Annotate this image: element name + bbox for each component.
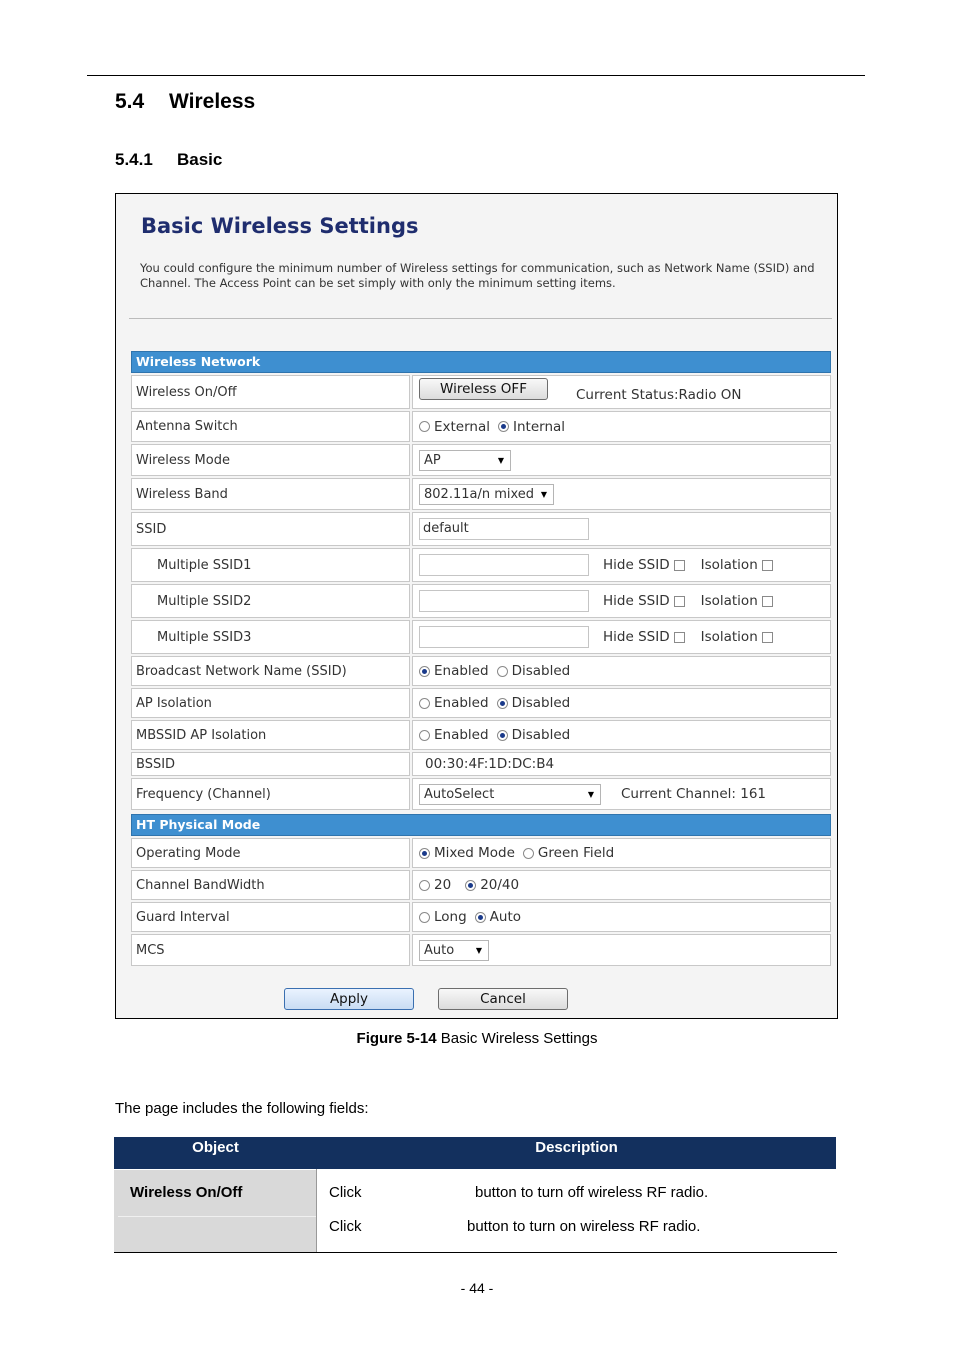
radio-selected-icon [497, 730, 508, 741]
multiple-ssid3-input[interactable] [419, 626, 589, 648]
hide-ssid2-checkbox[interactable] [674, 596, 685, 607]
header-rule [87, 75, 865, 76]
row-label: Antenna Switch [131, 411, 410, 442]
row-label: Channel BandWidth [131, 870, 410, 900]
apply-button[interactable]: Apply [284, 988, 414, 1010]
row-label: Guard Interval [131, 902, 410, 932]
row-label: SSID [131, 512, 410, 546]
current-channel: Current Channel: 161 [621, 786, 767, 802]
row-label: Multiple SSID1 [131, 548, 410, 582]
green-field-option[interactable]: Green Field [523, 845, 614, 861]
row-broadcast-ssid [131, 656, 831, 686]
row-ap-isolation [131, 688, 831, 718]
table-bottom-rule [114, 1252, 837, 1253]
radio-status: Current Status:Radio ON [576, 387, 742, 403]
row-channel-bandwidth [131, 870, 831, 900]
page-title: Basic Wireless Settings [141, 214, 419, 238]
broadcast-enabled-option[interactable]: Enabled [419, 663, 489, 679]
antenna-external-option[interactable]: External [419, 419, 490, 435]
table-column-divider [316, 1169, 317, 1252]
radio-selected-icon [497, 698, 508, 709]
row-label: MCS [131, 934, 410, 966]
row-antenna-switch [131, 411, 831, 442]
radio-icon [497, 666, 508, 677]
broadcast-disabled-option[interactable]: Disabled [497, 663, 571, 679]
cell-divider [118, 1216, 317, 1217]
row-bssid [131, 752, 831, 776]
row-ssid [131, 512, 831, 546]
isolation2-checkbox[interactable] [762, 596, 773, 607]
section-title: Wireless [169, 90, 256, 113]
ap-isolation-disabled-option[interactable]: Disabled [497, 695, 571, 711]
radio-icon [419, 730, 430, 741]
isolation3-checkbox[interactable] [762, 632, 773, 643]
hide-ssid1-checkbox[interactable] [674, 560, 685, 571]
row-label: Multiple SSID2 [131, 584, 410, 618]
description-line-1-text: button to turn off wireless RF radio. [475, 1184, 709, 1201]
figure-caption [0, 1030, 954, 1047]
subsection-title: Basic [177, 150, 223, 169]
row-mbssid-ap-isolation [131, 720, 831, 750]
radio-selected-icon [465, 880, 476, 891]
row-label: Frequency (Channel) [131, 778, 410, 810]
subsection-number: 5.4.1 [115, 150, 153, 169]
mcs-select[interactable]: Auto ▼ [419, 940, 489, 961]
divider [129, 318, 832, 319]
row-multiple-ssid2: Multiple SSID2 Hide SSID Isolation [131, 584, 831, 618]
bandwidth-20-40-option[interactable]: 20/40 [465, 877, 519, 893]
multiple-ssid2-input[interactable] [419, 590, 589, 612]
radio-icon [419, 698, 430, 709]
object-name: Wireless On/Off [130, 1184, 243, 1201]
radio-selected-icon [498, 421, 509, 432]
cancel-button[interactable]: Cancel [438, 988, 568, 1010]
row-label: Operating Mode [131, 838, 410, 868]
row-label: AP Isolation [131, 688, 410, 718]
row-label: Wireless Band [131, 478, 410, 510]
mbssid-isolation-enabled-option[interactable]: Enabled [419, 727, 489, 743]
page-number: - 44 - [460, 1280, 494, 1296]
hide-ssid3-checkbox[interactable] [674, 632, 685, 643]
bandwidth-20-option[interactable]: 20 [419, 877, 451, 893]
header-object: Object [192, 1139, 239, 1156]
radio-icon [523, 848, 534, 859]
chevron-down-icon: ▼ [497, 455, 504, 465]
chevron-down-icon: ▼ [540, 489, 547, 499]
row-label: MBSSID AP Isolation [131, 720, 410, 750]
object-cell [114, 1170, 317, 1252]
isolation1-checkbox[interactable] [762, 560, 773, 571]
antenna-internal-option[interactable]: Internal [498, 419, 565, 435]
chevron-down-icon: ▼ [587, 789, 594, 799]
row-wireless-mode [131, 444, 831, 476]
row-mcs [131, 934, 831, 966]
row-label: Broadcast Network Name (SSID) [131, 656, 410, 686]
radio-icon [419, 880, 430, 891]
mbssid-isolation-disabled-option[interactable]: Disabled [497, 727, 571, 743]
row-label: Wireless Mode [131, 444, 410, 476]
row-label: Wireless On/Off [131, 375, 410, 409]
row-multiple-ssid3: Multiple SSID3 Hide SSID Isolation [131, 620, 831, 654]
description-line-2-prefix: Click [329, 1218, 362, 1235]
section-header-wireless-network: Wireless Network [131, 351, 831, 373]
radio-selected-icon [475, 912, 486, 923]
table-header [114, 1137, 836, 1169]
multiple-ssid1-input[interactable] [419, 554, 589, 576]
radio-icon [419, 421, 430, 432]
section-number: 5.4 [115, 90, 145, 113]
page-description: You could configure the minimum number of Wireless settings for communication, such as Network Name (SSID) and Channel. The Access Point can be set simply with only the minimum setting items. [140, 261, 815, 290]
radio-icon [419, 912, 430, 923]
description-line-2-text: button to turn on wireless RF radio. [467, 1218, 701, 1235]
wireless-band-select[interactable]: 802.11a/n mixed ▼ [419, 484, 554, 505]
description-line-1-prefix: Click [329, 1184, 362, 1201]
chevron-down-icon: ▼ [475, 945, 482, 955]
row-guard-interval [131, 902, 831, 932]
row-label: BSSID [131, 752, 410, 776]
wireless-mode-select[interactable]: AP ▼ [419, 450, 511, 471]
bssid-value: 00:30:4F:1D:DC:B4 [412, 752, 831, 776]
subsection-heading [115, 150, 222, 170]
intro-text: The page includes the following fields: [115, 1100, 369, 1117]
row-label: Multiple SSID3 [131, 620, 410, 654]
row-frequency [131, 778, 831, 810]
guard-auto-option[interactable]: Auto [475, 909, 521, 925]
guard-long-option[interactable]: Long [419, 909, 467, 925]
frequency-select[interactable]: AutoSelect ▼ [419, 784, 601, 805]
section-header-ht-physical: HT Physical Mode [131, 814, 831, 836]
section-heading [115, 90, 255, 114]
ssid-input[interactable]: default [419, 518, 589, 540]
row-multiple-ssid1: Multiple SSID1 Hide SSID Isolation [131, 548, 831, 582]
figure-label: Figure 5-14 [356, 1030, 437, 1047]
settings-screenshot [115, 193, 838, 1019]
mixed-mode-option[interactable]: Mixed Mode [419, 845, 515, 861]
figure-text: Basic Wireless Settings [436, 1030, 598, 1047]
header-description: Description [535, 1139, 618, 1156]
row-operating-mode [131, 838, 831, 868]
radio-selected-icon [419, 666, 430, 677]
wireless-off-button[interactable]: Wireless OFF [419, 378, 548, 400]
row-wireless-band [131, 478, 831, 510]
row-wireless-onoff [131, 375, 831, 409]
ap-isolation-enabled-option[interactable]: Enabled [419, 695, 489, 711]
radio-selected-icon [419, 848, 430, 859]
